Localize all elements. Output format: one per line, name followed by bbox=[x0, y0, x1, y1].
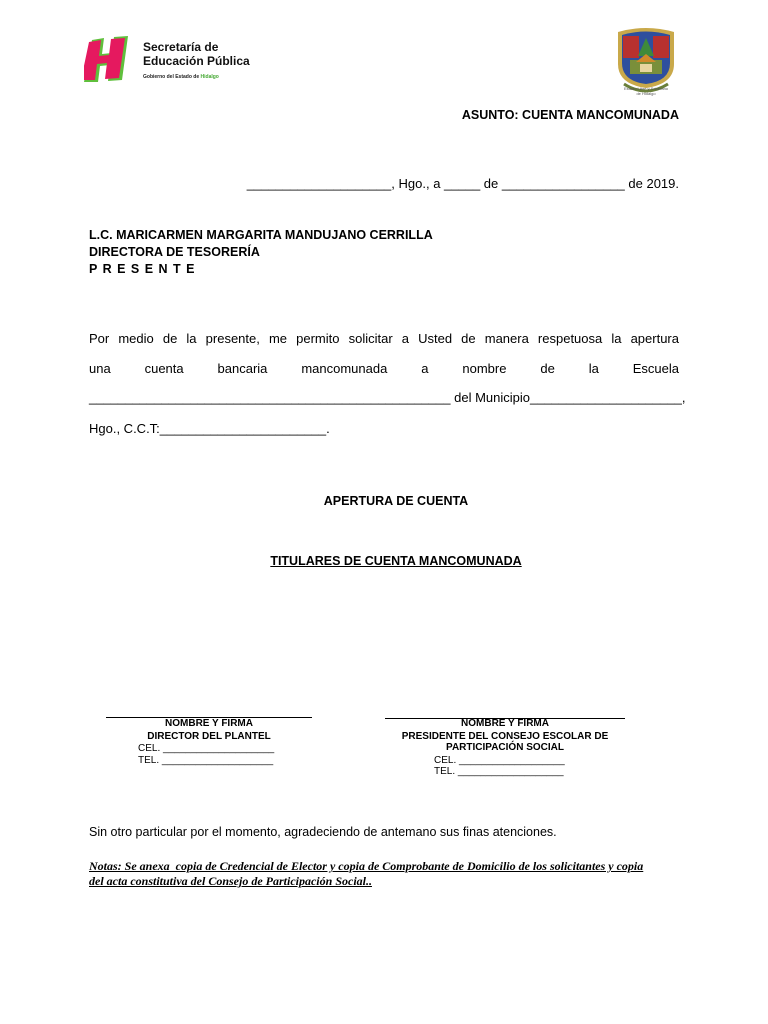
logo-text bbox=[143, 40, 250, 84]
subsection-title: TITULARES DE CUENTA MANCOMUNADA bbox=[270, 554, 522, 568]
president-tel-field: TEL. ___________________ bbox=[434, 766, 564, 777]
signature-caption-president-3: PARTICIPACIÓN SOCIAL bbox=[446, 742, 564, 753]
hidalgo-h-logo-icon bbox=[84, 36, 132, 82]
body-line-2: una cuenta bancaria mancomunada a nombre de la Escuela bbox=[89, 361, 679, 376]
body-line-3: __________________________________________________ del Municipio_____________________, bbox=[89, 390, 686, 405]
director-cel-field: CEL. ____________________ bbox=[138, 743, 275, 754]
addressee-name: L.C. MARICARMEN MARGARITA MANDUJANO CERRILLA bbox=[89, 228, 433, 242]
notes-line-2: del acta constitutiva del Consejo de Participación Social.. bbox=[89, 874, 372, 888]
signature-caption-president-2: PRESIDENTE DEL CONSEJO ESCOLAR DE bbox=[401, 731, 609, 742]
body-line-1: Por medio de la presente, me permito solicitar a Usted de manera respetuosa la apertura bbox=[89, 331, 679, 346]
asunto-heading: ASUNTO: CUENTA MANCOMUNADA bbox=[461, 108, 679, 122]
section-title: APERTURA DE CUENTA bbox=[323, 494, 469, 508]
logo-subtitle-prefix: Gobierno del Estado de bbox=[143, 74, 201, 80]
director-tel-field: TEL. ____________________ bbox=[138, 755, 274, 766]
seal-caption-line1: Estado Libre y Soberano bbox=[623, 86, 669, 91]
closing-text: Sin otro particular por el momento, agradeciendo de antemano sus finas atenciones. bbox=[89, 825, 557, 839]
signature-caption-director-2: DIRECTOR DEL PLANTEL bbox=[147, 731, 271, 742]
seal-caption bbox=[604, 86, 688, 96]
date-line: ____________________, Hgo., a _____ de _________________ de 2019. bbox=[246, 176, 679, 191]
addressee-presente: P R E S E N T E bbox=[89, 262, 196, 276]
logo-title-line1: Secretaría de bbox=[143, 40, 219, 54]
notes-line-1: Notas: Se anexa copia de Credencial de Elector y copia de Comprobante de Domicilio de los solicitantes y copia bbox=[89, 859, 644, 873]
logo-subtitle-highlight: Hidalgo bbox=[200, 74, 219, 80]
logo-subtitle bbox=[143, 70, 250, 84]
signature-caption-director-1: NOMBRE Y FIRMA bbox=[165, 718, 253, 729]
logo-title-line2: Educación Pública bbox=[143, 54, 250, 68]
signature-caption-president-1: NOMBRE Y FIRMA bbox=[461, 718, 549, 729]
addressee-position: DIRECTORA DE TESORERÍA bbox=[89, 245, 260, 259]
sep-hidalgo-logo bbox=[84, 34, 254, 86]
body-line-4: Hgo., C.C.T:_______________________. bbox=[89, 421, 330, 436]
president-cel-field: CEL. ___________________ bbox=[434, 755, 565, 766]
seal-caption-line2: de Hidalgo bbox=[636, 91, 656, 96]
